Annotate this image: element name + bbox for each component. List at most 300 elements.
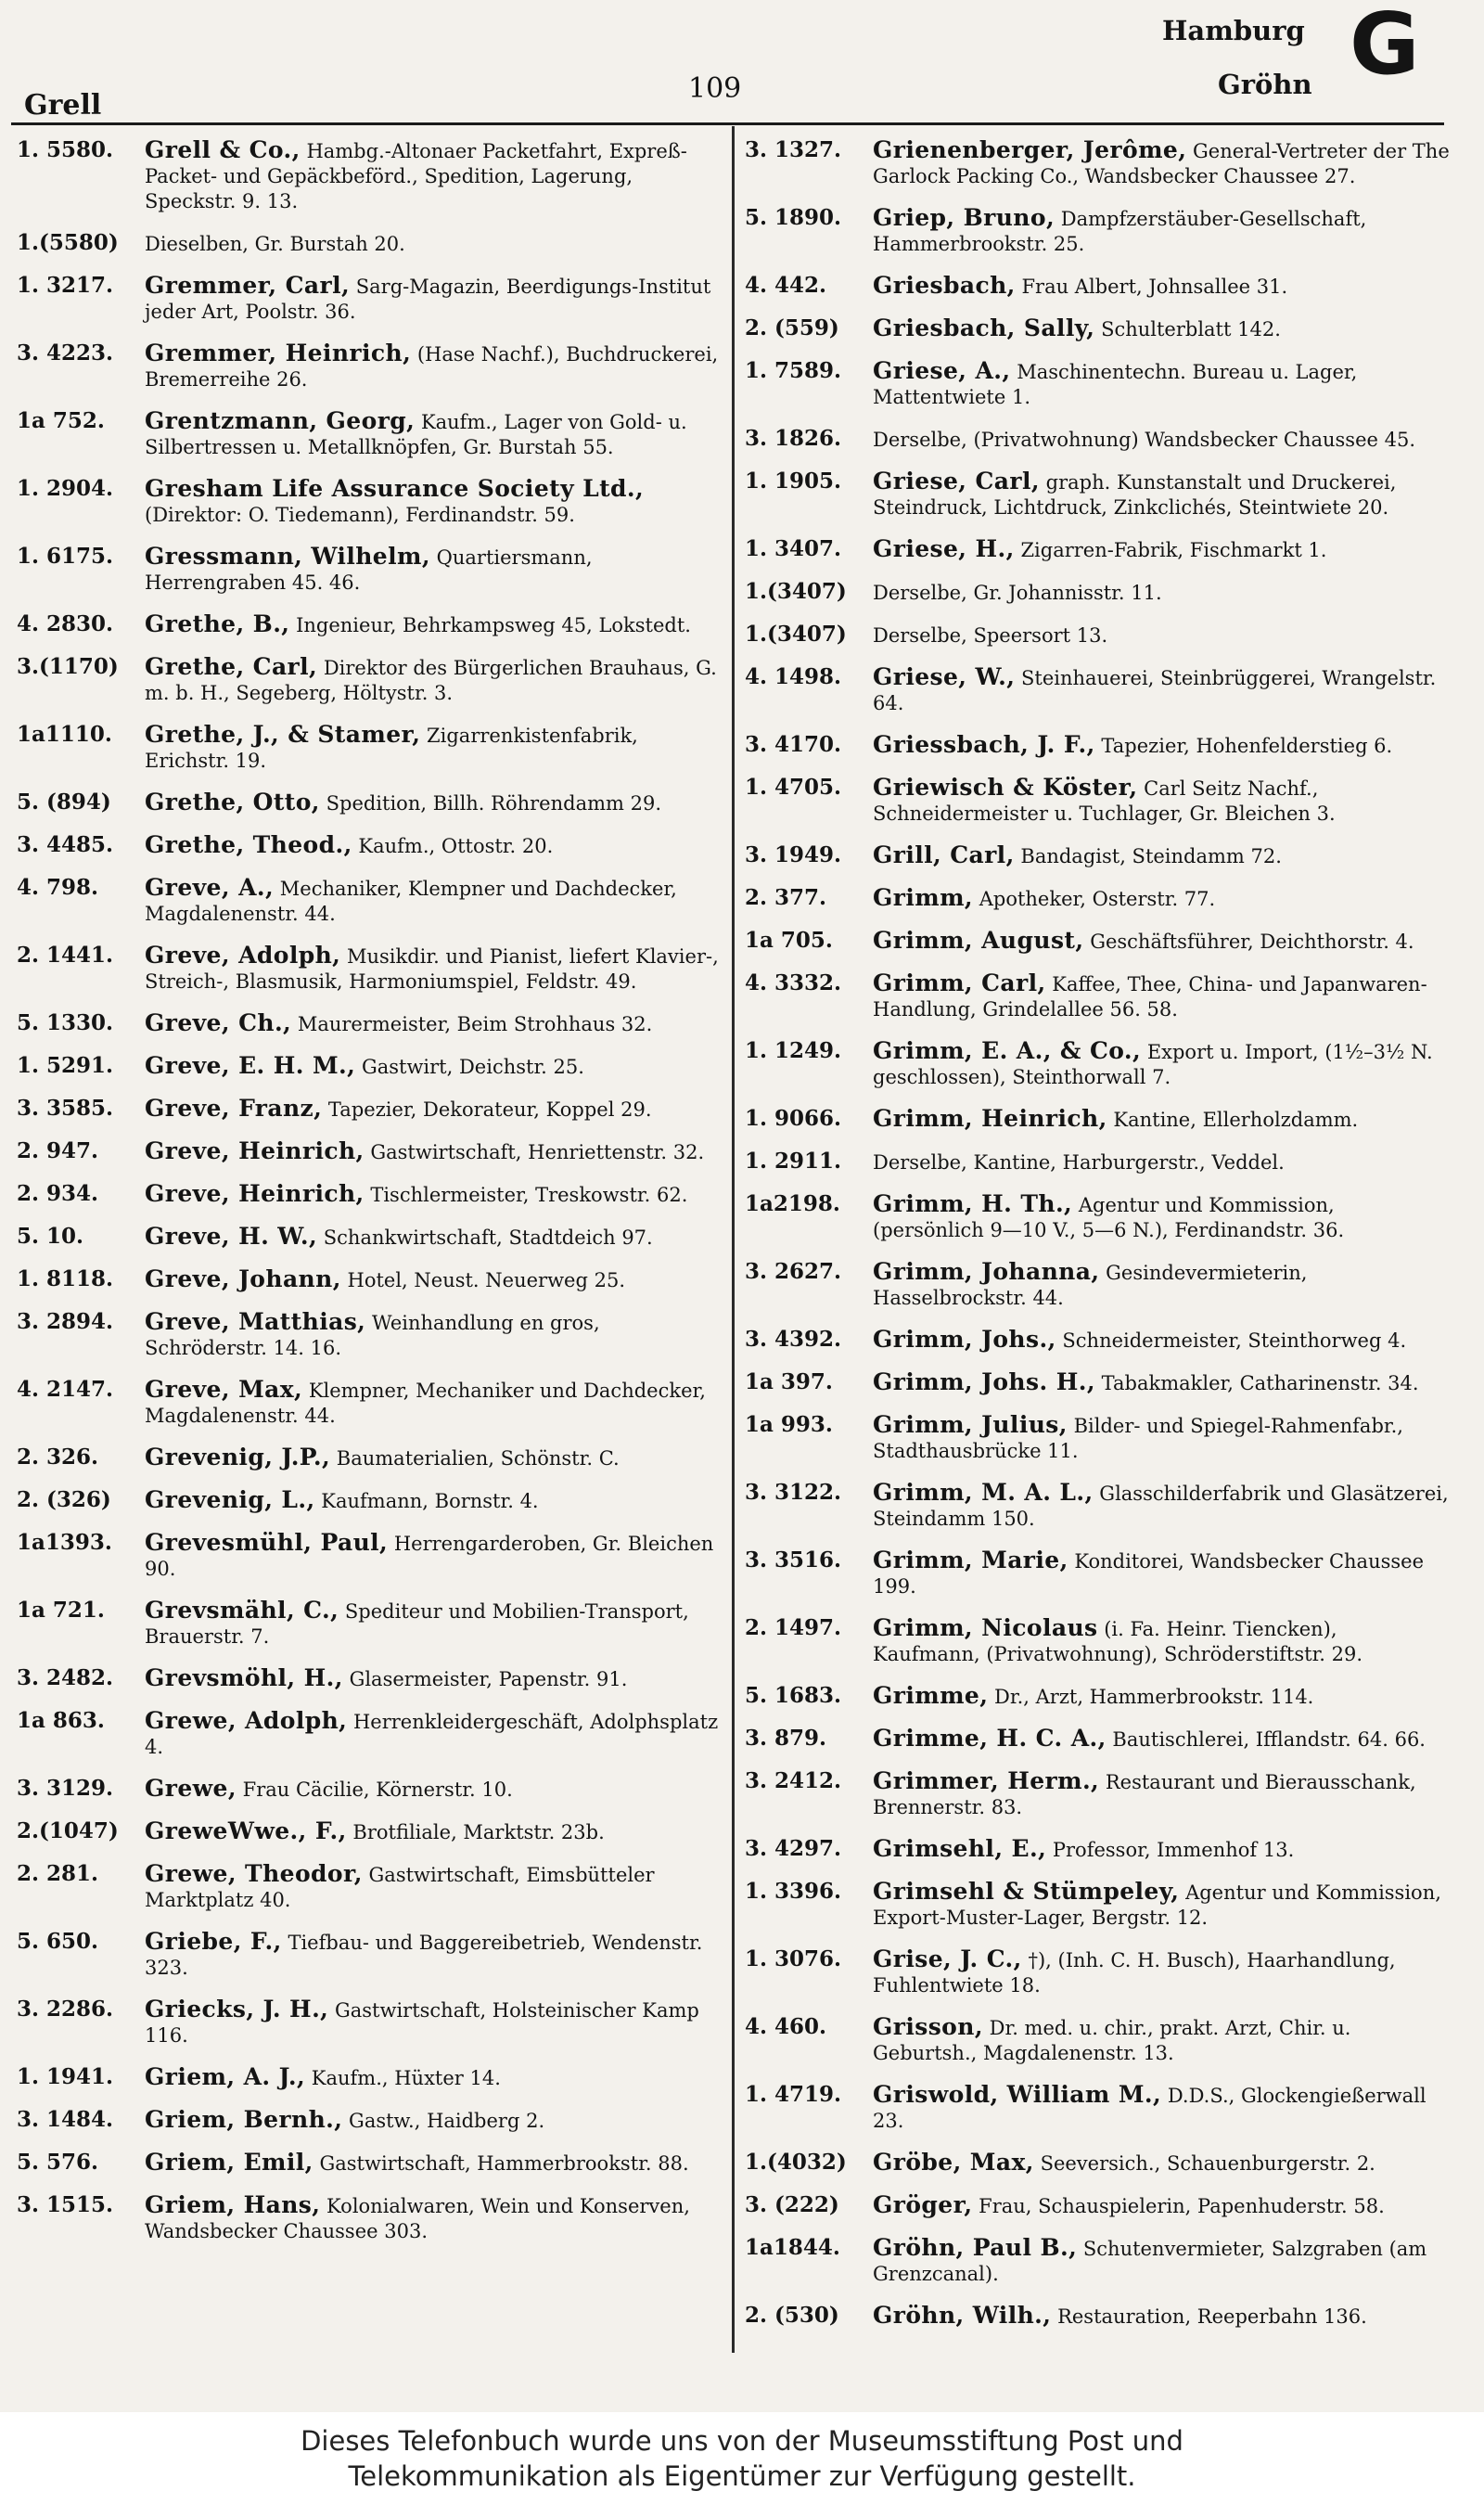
directory-entry <box>745 273 1450 300</box>
subscriber-name: Grimm, Johs. H., <box>873 1368 1095 1395</box>
phone-number: 3. 3122. <box>745 1480 842 1505</box>
entry-text <box>145 1861 722 1913</box>
entry-details: Glasermeister, Papenstr. 91. <box>349 1668 628 1690</box>
phone-number: 1a 863. <box>17 1708 105 1733</box>
phone-number: 3.(1170) <box>17 654 119 679</box>
directory-entry <box>745 1683 1450 1710</box>
subscriber-name: Greve, A., <box>145 874 275 901</box>
directory-entry <box>17 1708 722 1760</box>
directory-entry <box>17 654 722 706</box>
phone-number: 3. (222) <box>745 2192 839 2217</box>
subscriber-name: Gremmer, Carl, <box>145 272 351 299</box>
entry-details: Dr., Arzt, Hammerbrookstr. 114. <box>994 1686 1314 1708</box>
phone-number: 1. 4719. <box>745 2082 842 2107</box>
entry-text <box>873 1191 1450 1243</box>
directory-entry <box>745 469 1450 520</box>
phone-number: 5. (894) <box>17 790 111 815</box>
entry-details: Tapezier, Dekorateur, Koppel 29. <box>327 1098 652 1121</box>
entry-text <box>145 1530 722 1582</box>
subscriber-name: Griessbach, J. F., <box>873 731 1095 758</box>
subscriber-name: Griswold, William M., <box>873 2081 1162 2108</box>
subscriber-name: Grell & Co., <box>145 136 301 163</box>
directory-entry <box>17 790 722 816</box>
directory-entry <box>17 340 722 392</box>
entry-text <box>145 1445 722 1471</box>
entry-details: Schulterblatt 142. <box>1101 318 1281 340</box>
subscriber-name: Grimme, H. C. A., <box>873 1725 1107 1752</box>
header-city: Hamburg <box>1162 15 1305 46</box>
phone-number: 1.(5580) <box>17 230 119 255</box>
entry-details: †), (Inh. C. H. Busch), Haarhandlung, Fuhlentwiete 18. <box>873 1949 1396 1997</box>
subscriber-name: Gröbe, Max, <box>873 2149 1034 2176</box>
entry-text <box>145 340 722 392</box>
directory-entry <box>745 1369 1450 1396</box>
entry-details: Herrenkleidergeschäft, Adolphsplatz 4. <box>145 1711 719 1758</box>
phone-number: 1. 2904. <box>17 476 114 501</box>
phone-number: 4. 798. <box>17 875 99 900</box>
subscriber-name: Grethe, B., <box>145 610 290 637</box>
phone-number: 4. 2147. <box>17 1377 114 1402</box>
phone-number: 1. 5580. <box>17 137 114 162</box>
subscriber-name: Grisson, <box>873 2013 983 2040</box>
phone-number: 3. 3585. <box>17 1096 114 1121</box>
phone-number: 1a 705. <box>745 928 833 953</box>
directory-entry <box>17 1487 722 1514</box>
entry-text <box>145 2107 722 2134</box>
entry-details: Tapezier, Hohenfelderstieg 6. <box>1101 735 1393 757</box>
phone-number: 3. 1327. <box>745 137 842 162</box>
subscriber-name: Grimm, Marie, <box>873 1547 1068 1573</box>
phone-number: 1. 4705. <box>745 775 842 800</box>
entry-details: Mechaniker, Klempner und Dachdecker, Magdalenenstr. 44. <box>145 878 677 925</box>
directory-entry <box>17 611 722 638</box>
entry-text <box>145 230 722 257</box>
phone-number: 1a1844. <box>745 2235 840 2260</box>
entry-text <box>145 1266 722 1293</box>
footer-credit <box>0 2412 1484 2504</box>
phone-number: 5. 1683. <box>745 1683 842 1708</box>
entry-details: Zigarren-Fabrik, Fischmarkt 1. <box>1020 539 1327 561</box>
entry-text <box>873 1038 1450 1090</box>
phone-number: 1. 5291. <box>17 1053 114 1078</box>
entry-details: Export u. Import, (1½–3½ N. geschlossen), Steinthorwall 7. <box>873 1041 1433 1088</box>
directory-entry <box>745 1038 1450 1090</box>
subscriber-name: Grimmer, Herm., <box>873 1767 1100 1794</box>
subscriber-name: Griecks, J. H., <box>145 1996 329 2022</box>
page-number: 109 <box>688 72 742 105</box>
entry-details: graph. Kunstanstalt und Druckerei, Steindruck, Lichtdruck, Zinkclichés, Steintwiete 20. <box>873 471 1397 519</box>
directory-entry <box>17 1598 722 1650</box>
entry-text <box>145 476 722 528</box>
directory-entry <box>745 1615 1450 1667</box>
entry-details: Derselbe, (Privatwohnung) Wandsbecker Chaussee 45. <box>873 429 1416 451</box>
entry-text <box>873 1327 1450 1354</box>
directory-entry <box>745 579 1450 606</box>
entry-details: Glasschilderfabrik und Glasätzerei, Steindamm 150. <box>873 1483 1449 1530</box>
entry-details: Derselbe, Speersort 13. <box>873 624 1108 647</box>
entry-text <box>873 2235 1450 2287</box>
phone-number: 5. 576. <box>17 2150 99 2175</box>
entry-details: Kaufmann, Bornstr. 4. <box>321 1490 539 1512</box>
entry-details: Gastwirtschaft, Holsteinischer Kamp 116. <box>145 1999 699 2047</box>
entry-details: Zigarrenkistenfabrik, Erichstr. 19. <box>145 725 638 772</box>
entry-text <box>145 790 722 816</box>
subscriber-name: Grewe, Theodor, <box>145 1860 363 1887</box>
directory-entry <box>745 664 1450 716</box>
subscriber-name: Grevenig, L., <box>145 1486 315 1513</box>
entry-text <box>873 536 1450 563</box>
phone-number: 3. 1949. <box>745 842 842 867</box>
entry-text <box>873 1879 1450 1931</box>
section-letter: G <box>1350 0 1420 94</box>
entry-text <box>873 205 1450 257</box>
subscriber-name: Griesbach, Sally, <box>873 315 1095 341</box>
entry-details: Herrengarderoben, Gr. Bleichen 90. <box>145 1533 714 1580</box>
subscriber-name: Greve, Franz, <box>145 1095 323 1122</box>
directory-entry <box>17 1818 722 1845</box>
phone-number: 2. (326) <box>17 1487 111 1512</box>
directory-entry <box>17 476 722 528</box>
entry-text <box>873 1683 1450 1710</box>
phone-number: 1a1393. <box>17 1530 112 1555</box>
entry-details: Carl Seitz Nachf., Schneidermeister u. Tuchlager, Gr. Bleichen 3. <box>873 777 1336 825</box>
subscriber-name: Grewe, <box>145 1775 237 1802</box>
entry-details: Bautischlerei, Ifflandstr. 64. 66. <box>1112 1728 1426 1751</box>
entry-details: Maschinentechn. Bureau u. Lager, Mattentwiete 1. <box>873 361 1358 408</box>
phone-number: 1. 1941. <box>17 2064 114 2089</box>
directory-entry <box>17 2064 722 2091</box>
entry-text <box>145 1181 722 1208</box>
entry-text <box>873 1480 1450 1532</box>
phone-number: 1. 9066. <box>745 1106 842 1131</box>
entry-details: Spedition, Billh. Röhrendamm 29. <box>326 792 661 815</box>
subscriber-name: Griem, Hans, <box>145 2191 321 2218</box>
phone-number: 2. 947. <box>17 1138 99 1163</box>
entry-details: Frau Albert, Johnsallee 31. <box>1021 276 1288 298</box>
entry-text <box>873 1412 1450 1464</box>
entry-text <box>873 1149 1450 1175</box>
phone-number: 3. 2412. <box>745 1768 842 1793</box>
subscriber-name: Grethe, Otto, <box>145 789 320 815</box>
directory-entry <box>17 1224 722 1251</box>
entry-details: Restaurant und Bierausschank, Brennerstr. 83. <box>873 1771 1416 1818</box>
directory-entry <box>745 137 1450 189</box>
directory-entry <box>745 2014 1450 2066</box>
entry-text <box>873 2192 1450 2219</box>
entry-text <box>145 1776 722 1803</box>
entry-text <box>145 408 722 460</box>
subscriber-name: Griese, A., <box>873 357 1011 384</box>
entry-details: Seeversich., Schauenburgerstr. 2. <box>1040 2152 1375 2175</box>
phone-number: 1.(3407) <box>745 579 847 604</box>
phone-number: 2. 1441. <box>17 943 114 968</box>
directory-entry <box>17 2192 722 2244</box>
subscriber-name: Grevsmöhl, H., <box>145 1664 343 1691</box>
phone-number: 2. 1497. <box>745 1615 842 1640</box>
phone-number: 1. 3076. <box>745 1946 842 1971</box>
phone-number: 5. 1890. <box>745 205 842 230</box>
phone-number: 2. 281. <box>17 1861 99 1886</box>
subscriber-name: Grimsehl & Stümpeley, <box>873 1878 1180 1905</box>
phone-number: 5. 10. <box>17 1224 84 1249</box>
entry-details: Gastwirt, Deichstr. 25. <box>361 1056 584 1078</box>
directory-entry <box>17 1138 722 1165</box>
entry-details: Agentur und Kommission, (persönlich 9—10 V., 5—6 N.), Ferdinandstr. 36. <box>873 1194 1345 1241</box>
entry-text <box>145 1929 722 1981</box>
phone-number: 5. 1330. <box>17 1010 114 1035</box>
subscriber-name: Grimm, Nicolaus <box>873 1614 1098 1641</box>
directory-entry <box>17 1010 722 1037</box>
entry-details: Frau, Schauspielerin, Papenhuderstr. 58. <box>979 2195 1385 2217</box>
phone-number: 1a 752. <box>17 408 105 433</box>
directory-entry <box>17 722 722 774</box>
subscriber-name: Greve, Heinrich, <box>145 1180 365 1207</box>
entry-details: Brotfiliale, Marktstr. 23b. <box>352 1821 605 1843</box>
entry-text <box>873 1946 1450 1998</box>
entry-text <box>145 875 722 927</box>
entry-details: Tischlermeister, Treskowstr. 62. <box>370 1184 688 1206</box>
entry-text <box>145 137 722 214</box>
entry-details: Sarg-Magazin, Beerdigungs-Institut jeder Art, Poolstr. 36. <box>145 276 711 323</box>
subscriber-name: Greve, Johann, <box>145 1265 341 1292</box>
directory-entry <box>17 1776 722 1803</box>
column-divider <box>732 126 735 2353</box>
entry-details: Kaufm., Ottostr. 20. <box>358 835 554 857</box>
entry-text <box>873 1726 1450 1753</box>
phone-number: 3. 4392. <box>745 1327 842 1352</box>
entry-details: (i. Fa. Heinr. Tiencken), Kaufmann, (Privatwohnung), Schröderstiftstr. 29. <box>873 1618 1363 1665</box>
directory-entry <box>17 832 722 859</box>
phone-number: 1. 6175. <box>17 544 114 569</box>
subscriber-name: Grethe, Carl, <box>145 653 318 680</box>
entry-text <box>873 775 1450 827</box>
directory-entry <box>745 928 1450 955</box>
subscriber-name: Greve, Heinrich, <box>145 1137 365 1164</box>
subscriber-name: Grimm, Johanna, <box>873 1258 1100 1285</box>
entry-details: Bilder- und Spiegel-Rahmenfabr., Stadthausbrücke 11. <box>873 1415 1403 1462</box>
entry-details: Spediteur und Mobilien-Transport, Brauerstr. 7. <box>145 1600 689 1648</box>
subscriber-name: GreweWwe., F., <box>145 1817 347 1844</box>
subscriber-name: Greve, Matthias, <box>145 1308 366 1335</box>
entry-details: Restauration, Reeperbahn 136. <box>1057 2305 1367 2328</box>
entry-details: (Direktor: O. Tiedemann), Ferdinandstr. 59. <box>145 504 575 526</box>
entry-text <box>873 469 1450 520</box>
subscriber-name: Grimm, <box>873 884 974 911</box>
phone-number: 4. 442. <box>745 273 827 298</box>
phone-number: 1.(3407) <box>745 622 847 647</box>
footer-line-1: Dieses Telefonbuch wurde uns von der Museumsstiftung Post und <box>301 2425 1183 2457</box>
entry-text <box>145 1487 722 1514</box>
entry-details: General-Vertreter der The Garlock Packing Co., Wandsbecker Chaussee 27. <box>873 140 1450 187</box>
entry-details: Maurermeister, Beim Strohhaus 32. <box>297 1013 653 1035</box>
subscriber-name: Grimm, M. A. L., <box>873 1479 1094 1506</box>
directory-entry <box>17 1377 722 1429</box>
subscriber-name: Grevenig, J.P., <box>145 1444 331 1470</box>
directory-entry <box>17 273 722 325</box>
phone-number: 4. 2830. <box>17 611 114 636</box>
subscriber-name: Gremmer, Heinrich, <box>145 340 412 366</box>
phone-number: 4. 1498. <box>745 664 842 689</box>
subscriber-name: Grimm, H. Th., <box>873 1190 1073 1217</box>
entry-details: Kaufm., Lager von Gold- u. Silbertressen u. Metallknöpfen, Gr. Burstah 55. <box>145 411 687 458</box>
directory-entry <box>745 426 1450 453</box>
subscriber-name: Greve, Adolph, <box>145 942 341 969</box>
directory-entry <box>17 2107 722 2134</box>
entry-details: Agentur und Kommission, Export-Muster-Lager, Bergstr. 12. <box>873 1881 1441 1929</box>
directory-entry <box>745 775 1450 827</box>
subscriber-name: Greve, H. W., <box>145 1223 318 1250</box>
entry-details: Hambg.-Altonaer Packetfahrt, Expreß-Packet- und Gepäckbeförd., Spedition, Lagerung, Speckstr. 9. 13. <box>145 140 687 212</box>
entry-details: Geschäftsführer, Deichthorstr. 4. <box>1090 931 1414 953</box>
entry-text <box>873 622 1450 648</box>
directory-entry <box>745 1327 1450 1354</box>
phone-number: 3. 4223. <box>17 340 114 366</box>
directory-entry <box>17 1053 722 1080</box>
phone-number: 1. 1905. <box>745 469 842 494</box>
entry-text <box>145 654 722 706</box>
entry-details: Gastwirtschaft, Eimsbütteler Marktplatz 40. <box>145 1864 655 1911</box>
entry-text <box>873 358 1450 410</box>
phone-number: 3. 879. <box>745 1726 827 1751</box>
phone-number: 3. 3129. <box>17 1776 114 1801</box>
entry-text <box>873 732 1450 759</box>
entry-text <box>145 611 722 638</box>
entry-details: Derselbe, Kantine, Harburgerstr., Veddel. <box>873 1151 1285 1174</box>
entry-text <box>145 2150 722 2177</box>
phone-number: 2.(1047) <box>17 1818 119 1843</box>
phone-number: 1.(4032) <box>745 2150 847 2175</box>
subscriber-name: Grethe, J., & Stamer, <box>145 721 421 748</box>
entry-text <box>873 928 1450 955</box>
entry-text <box>145 2192 722 2244</box>
directory-entry <box>745 536 1450 563</box>
subscriber-name: Grevsmähl, C., <box>145 1597 339 1624</box>
entry-text <box>873 426 1450 453</box>
entry-text <box>873 137 1450 189</box>
entry-text <box>145 943 722 995</box>
phone-number: 3. 2627. <box>745 1259 842 1284</box>
subscriber-name: Grimm, E. A., & Co., <box>873 1037 1142 1064</box>
entry-details: Direktor des Bürgerlichen Brauhaus, G. m. b. H., Segeberg, Höltystr. 3. <box>145 657 717 704</box>
entry-text <box>145 1598 722 1650</box>
entry-details: Tabakmakler, Catharinenstr. 34. <box>1101 1372 1419 1394</box>
entry-details: Gastwirtschaft, Hammerbrookstr. 88. <box>319 2152 689 2175</box>
phone-number: 1. 1249. <box>745 1038 842 1063</box>
entry-details: Dr. med. u. chir., prakt. Arzt, Chir. u. Geburtsh., Magdalenenstr. 13. <box>873 2017 1351 2064</box>
entry-details: Tiefbau- und Baggereibetrieb, Wendenstr. 323. <box>145 1932 703 1979</box>
entry-details: Dampfzerstäuber-Gesellschaft, Hammerbrookstr. 25. <box>873 208 1367 255</box>
entry-text <box>145 2064 722 2091</box>
entry-text <box>873 1547 1450 1599</box>
subscriber-name: Griese, Carl, <box>873 468 1040 494</box>
entry-text <box>873 579 1450 606</box>
subscriber-name: Grentzmann, Georg, <box>145 407 416 434</box>
subscriber-name: Grimm, Johs., <box>873 1326 1056 1353</box>
entry-text <box>145 1997 722 2048</box>
directory-entry <box>17 1530 722 1582</box>
entry-details: Derselbe, Gr. Johannisstr. 11. <box>873 582 1162 604</box>
entry-details: Schutenvermieter, Salzgraben (am Grenzcanal). <box>873 2238 1427 2285</box>
entry-text <box>873 273 1450 300</box>
subscriber-name: Griewisch & Köster, <box>873 774 1138 801</box>
entry-text <box>145 1377 722 1429</box>
entry-details: Hotel, Neust. Neuerweg 25. <box>347 1269 625 1291</box>
subscriber-name: Griem, Bernh., <box>145 2106 343 2133</box>
entry-text <box>873 970 1450 1022</box>
directory-entry <box>17 1997 722 2048</box>
subscriber-name: Grimm, August, <box>873 927 1084 954</box>
subscriber-name: Grimsehl, E., <box>873 1835 1047 1862</box>
entry-details: Kolonialwaren, Wein und Konserven, Wandsbecker Chaussee 303. <box>145 2195 690 2242</box>
entry-details: Gastwirtschaft, Henriettenstr. 32. <box>370 1141 705 1163</box>
entry-text <box>145 1665 722 1692</box>
entry-text <box>145 1708 722 1760</box>
entry-details: Frau Cäcilie, Körnerstr. 10. <box>242 1778 513 1801</box>
directory-entry <box>745 2235 1450 2287</box>
subscriber-name: Griese, H., <box>873 535 1015 562</box>
right-column <box>745 137 1450 2345</box>
phone-number: 5. 650. <box>17 1929 99 1954</box>
entry-text <box>873 885 1450 912</box>
phone-number: 3. 1484. <box>17 2107 114 2132</box>
entry-text <box>145 1818 722 1845</box>
subscriber-name: Grimm, Carl, <box>873 969 1046 996</box>
phone-number: 3. 1515. <box>17 2192 114 2217</box>
subscriber-name: Grevesmühl, Paul, <box>145 1529 389 1556</box>
phone-number: 3. 2894. <box>17 1309 114 1334</box>
directory-entry <box>17 408 722 460</box>
directory-entry <box>745 622 1450 648</box>
entry-text <box>873 315 1450 342</box>
subscriber-name: Gröhn, Wilh., <box>873 2302 1052 2329</box>
entry-details: Baumaterialien, Schönstr. C. <box>336 1447 620 1470</box>
subscriber-name: Gröger, <box>873 2191 973 2218</box>
directory-entry <box>745 1879 1450 1931</box>
directory-entry <box>745 970 1450 1022</box>
directory-entry <box>17 1929 722 1981</box>
subscriber-name: Grewe, Adolph, <box>145 1707 348 1734</box>
directory-entry <box>17 230 722 257</box>
entry-text <box>145 722 722 774</box>
directory-entry <box>745 1149 1450 1175</box>
directory-entry <box>17 1096 722 1123</box>
phone-number: 2. 934. <box>17 1181 99 1206</box>
entry-details: Kaufm., Hüxter 14. <box>311 2067 501 2089</box>
entry-details: Klempner, Mechaniker und Dachdecker, Magdalenenstr. 44. <box>145 1380 706 1427</box>
phone-number: 2. (530) <box>745 2303 839 2328</box>
directory-entry <box>17 943 722 995</box>
entry-details: Schankwirtschaft, Stadtdeich 97. <box>323 1226 653 1249</box>
directory-entry <box>745 2150 1450 2177</box>
entry-details: Kaffee, Thee, China- und Japanwaren-Handlung, Grindelallee 56. 58. <box>873 973 1427 1021</box>
entry-text <box>873 1259 1450 1311</box>
entry-details: D.D.S., Glockengießerwall 23. <box>873 2085 1426 2132</box>
phone-number: 1. 7589. <box>745 358 842 383</box>
phone-number: 2. 377. <box>745 885 827 910</box>
subscriber-name: Griebe, F., <box>145 1928 282 1955</box>
subscriber-name: Grise, J. C., <box>873 1945 1022 1972</box>
phone-number: 1a 397. <box>745 1369 833 1394</box>
phone-number: 1. 3407. <box>745 536 842 561</box>
entry-text <box>873 1836 1450 1863</box>
entry-details: Gastw., Haidberg 2. <box>349 2110 545 2132</box>
directory-entry <box>745 1726 1450 1753</box>
entry-text <box>873 842 1450 869</box>
phone-number: 1a2198. <box>745 1191 840 1216</box>
phone-number: 1. 2911. <box>745 1149 842 1174</box>
directory-entry <box>17 1266 722 1293</box>
entry-text <box>873 2303 1450 2330</box>
